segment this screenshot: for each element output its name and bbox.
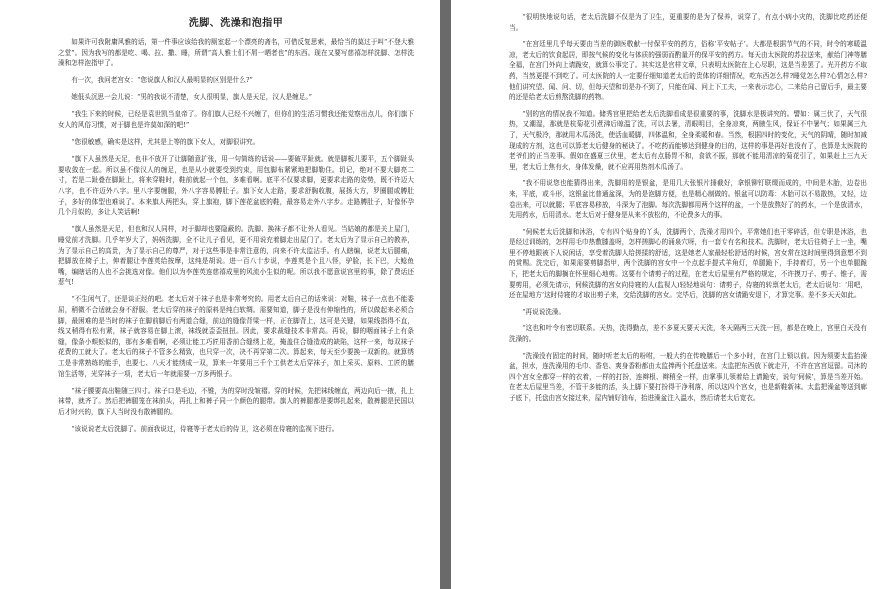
- paragraph: “很明快地说句话，老太后洗脚不仅是为了卫生，更重要的是为了保养，说穿了，有点小病小灾的，洗脚比吃药还便当。: [509, 13, 867, 32]
- paragraph: “旗人虽然是天足，但也和汉人同样，对于脚却也要隐蔽的。洗脚、换袜子都不让外人看见。当姑娘的都是关上屋门，睡觉前才洗脚。几乎年岁大了，妈妈洗脚，全不让儿子看见，更不用说充着脚走出屋门了。老太后为了显示自己的教养，为了显示自己的高贵，为了显示自己的尊严，对于这些事是非常注意的，向来不许太监沾手。有人瞎编，说老太后腿痛，把脚放在椅子上，伸着腿让李莲英给按摩，这纯是胡说。进一百八十步说，李莲英是个且八怪，驴脸，长下巴，大鲶鱼嘴，编瞎话的人也不会挑选对像。他们以为李莲英连慈禧成里的风流小生似的呢。所以我不愿意说宫里的事，除了费话还惹气!: [58, 225, 414, 287]
- paragraph: 如果许可我附庸风雅的话，第一件事应该给我的厕室起一个漂亮的斋名，可借反复思索，最恰当的莫过于叫“不登大雅之堂”。因为我写的都是吃、喝、拉、撒、睡，所谓“高人雅士们不屑一晒者也”的东西。现在又要写慈禧怎样洗脚、怎样洗澡和怎样泡指甲了。: [58, 38, 414, 68]
- left-page: [0, 0, 440, 589]
- page-gutter: [440, 0, 451, 589]
- page-title: 洗脚、洗澡和泡指甲: [188, 18, 284, 29]
- paragraph: “您很敏感，确实是这样，尤其是上等的旗下女人，对脚很讲究。: [71, 138, 260, 147]
- paragraph: 有一次，我问老宫女：“您说旗人和汉人最明显的区别是什么?”: [71, 76, 253, 85]
- paragraph: “旗下人虽然是天足，也非不放开了让脚随意扩张，用一句简练的话说——要破平趾就。就是脚板儿要平，五个脚趾头要收敛在一起。所以虽不像汉人的缠足，也是从小就要受到约束，用包脚布紧紧地把脚勒住。切记，绝对不要大脚亮二寸，若是二趾叠在脚趾上，将来穿鞋时，鞋前就起一个包，多难看啊。底平不仅要求脚，更要求走路的姿势，既不许迈大八字，也不许迈外八字。里八字要缠腿，外八字容易膊肚子。旗下女人走路，要求舒胸收腹，展扬大方，罗圈腿或膊肚子，多好的体型也难说了。本来旗人两把头，穿上旗袍，脚下莲花盆底的鞋，最容易走外八字步。走路膊肚子，好像怀孕几个月似的，多让人笑话啊!: [58, 155, 414, 217]
- paragraph: “袜子腰要高出鞋随三四寸。袜子口是毛边，不锥，为的穿时没皱褶。穿的时候，先把袜线缠直，两边向后一掖，扎上袜带，就齐了。然后把裤腿笼在袜前头，再扎上和裤子同一个颜色的腿带。旗人的裤腿都是要绑扎起来，散裤腿是民国以后才时兴的，旗下人当时没有散裤腿的。: [58, 386, 414, 416]
- paragraph: “这也和叶令有密切联系。天热，洗得勤点，差不多夏天要天天洗，冬天隔两三天洗一回，都是在晚上，宫里白天没有洗澡的。: [509, 324, 867, 344]
- paragraph: “洗澡没有固定的时间，随时听老太后的吩咐，一般大约在传晚膳后一个多小时，在宫门上锁以前。因为须要太监抬澡盆，担水，连洗澡用的毛巾、香皂、爽身香粉都由太监捧两个托盘送来。太监把东西放下就走开，不许在宫宫逗留。司沐的四个宫女全都穿一样的衣着，一样的打扮，连辫根、辫稍全一样，由掌事儿领着给上请跪安，说句‘伺候’，算是当差开始。在老太后屋里当差，不管干多能的活，头上脚下要打扮得干净利落，所以这四个宫女，也是新鞋新袜。太监把澡盆等送到廊子底下，托盘由宫女接过来，屋内铺好油布，抬进澡盆注入温水，然后请老太后宽衣。: [509, 351, 867, 402]
- paragraph: 她低头沉思一会儿说：“男的我说不清楚，女人很明显，旗人是天足，汉人是缠足。”: [71, 93, 313, 102]
- paragraph: “再说说洗澡。: [522, 307, 566, 316]
- paragraph: “别的宫的情况我不知道。储秀宫里把给老太后洗脚看成是很重要的事，洗脚水是极讲究的。譬如：属三伏了，天气很热，又潮湿，那就是杭菊花引煮沸后晾温了洗，可以去暑，清眼明目，全身凉爽，两腋生风，保证不中暑气；如果属三九了，天气极冷，那就用木瓜汤洗，使活血暖脚，四体温和，全身柔暖和春。当然，根据四时的变化，天气的阴晴，随时加减现成的方剂，这也可以算老太后健身的秘诀了。不吃药而能够达到健身的目的，这样的事是再好也没有了，也算是太医院的老爷们的正当差事。假如在盛夏三伏里，老太后有点肠胃不和，食欲不振，那就不能用清凉的菊花引了，如果赶上三九天里，老太后上焦有火，身体发燥，就不应再用热剂木瓜汤了。: [509, 109, 867, 171]
- paragraph: “不生闲气了，还是谈正经的吧。老太后对于袜子也是非常考究的。用老太后自己的话来说：对鞋，袜子一点也不能委屈，稍微不合适就会身不舒服。老太后穿的袜子的原料是纯白软绸。需要知道，脚子是没有伸缩性的，所以做起来必须合脚，最困难的是当时的袜子在脚前脚后有两道合缝，前边的缝像背梁一样，正在脚背上，这可是关键，如果线指得不直，线又稍得有松有紧，袜子就容易在脚上滚，袜线就歪歪扭扭。因此，要求裁缝技术非常高。再说，脚的咽面袜子上有条缝，像条小蜈蚣似的，那有多难看啊，必须让能工巧匠用香前合缝绣上花，掩盖住合缝造成的缺陷，这样一来，每双袜子花费的工就大了。老太后的袜子不管多么精致，也只穿一次，决不再穿第二次。算起来，每天至少要换一双新的。就算绣工是非常熟练的能手，也要七、八天才能绣成一双，算来一年要用三千个工供老太后穿袜子，加上采买、原料、工匠的膳馆生活等，光穿袜子一项，老太后一年就需要一万多两银子。: [58, 295, 414, 378]
- paragraph: “我生下来的时候，已经是袁世凯当皇帝了。你们旗人已经不兴缠了，但你们的生活习惯我还能觉察出点儿，你们旗下女人的风俗习惯，对于脚也是许莫如深的吧!”: [58, 110, 414, 130]
- paragraph: “在宫廷里几乎每天要由当差的御医敬献一付保平安的药方，俗称‘平安帖子’。大都是根据节气的不同，时令的寒暖温凉，老太后的饮食起居，即按气候的变化与体质的强弱而酌量开的保平安的药方。每天由太医院的苏拉送来，献给门神等膳全福，在宫门外向上请跪安，就算公事完了。其实这是官样文章，只表明太医院在上心尽职，这是当差罢了。光开药方不取药，当然更提不到吃了。可太医院的人一定要仔细知道老太后的贵体的详细情况，吃东西怎么样?睡觉怎么样?心情怎么样?他们讲究望、闻、问、切，但每天望和切是办不到了，只能在闻、问上下工夫，一来表示忠心，二来给自己留后手，最主要的还是给老太后煎熬洗脚的药物。: [509, 40, 867, 102]
- right-page: [451, 0, 891, 589]
- paragraph: “该说说老太后洗脚了。前面我说过，侍寝等于老太后的侍卫，这必须在侍寝的监视下进行。: [71, 424, 339, 433]
- paragraph: “我不用说您也能猜得出来，洗脚用的是银盆，是用几大张银片捶截好，拿银铆钉联缀而成的，中间是木胎，边卷出来，平底，或斗形，这银盆比普通盆深，为的是泡脚方便，也是精心制做的。银盆可以防毒：木胎可以不易散热，又轻，边卷出来，可以就腿；平底容易移放，斗深为了泡脚。每次洗脚都用两个这样的盆，一个是放熬好了的药水，一个是放清水，先用药水，后用清水。老太后对于健身是从来不放松的，不论费多大的事。: [509, 179, 867, 220]
- paragraph: “伺候老太后洗脚和沐浴，专有四个贴身的丫头，洗脚两个，洗澡才用四个。平常她们也干零碎活，但专职是沐浴，也是经过训练的，怎样用毛巾热敷膝盖呀，怎样搓脚心的涌泉穴呀，有一套专有名和技术。洗脚时，老太后往椅子上一坐，嘴里不停地跟被下人说闲话，享受着洗脚人给搓揉的舒适，这是她老人家最轻松舒适的时候，宫女常在这时间里得到意想不到的赏赐。洗完后，如果需要剪脚指甲，两个洗脚的宫女中一个点起手提式羊角灯，单腿跪下，手持着灯，另一个也单腿跪下，把老太后的脚搁在怀里细心地剪。这要有个请剪子的过程，在老太后屋里有严格的规定，不许摸刀子、剪子、锥子，需要剪用，必须先请示，伺候洗脚的宫女向侍寝的人(监视人)轻轻地说句：请剪子，侍寝的转禀老太后，老太后说句：‘用吧，还在屋地方’这时侍寝的才取出剪子来，交给洗脚的宫女。完毕后，洗脚的宫女请跪安退下，才算完事。差不多天天如此。: [509, 227, 867, 300]
